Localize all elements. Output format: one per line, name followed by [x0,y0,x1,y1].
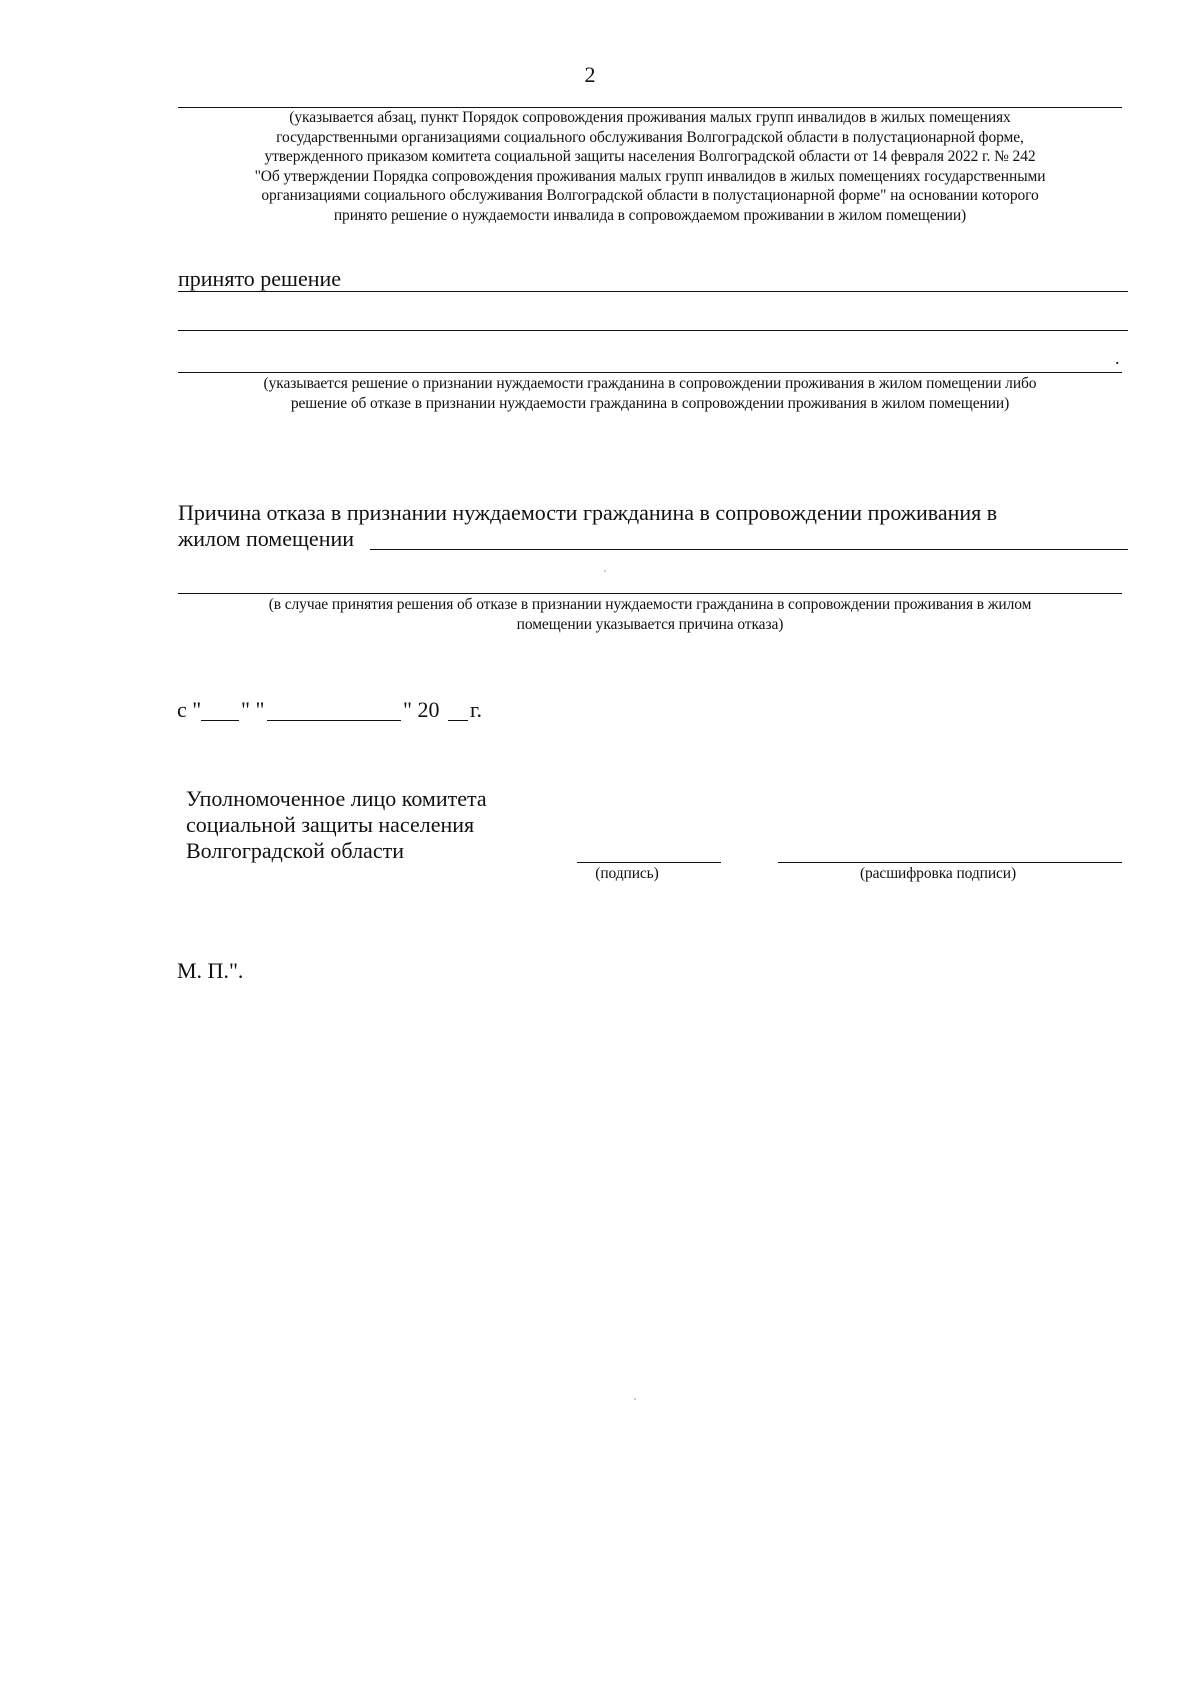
date-month-blank[interactable] [267,720,401,721]
refusal-note-line: (в случае принятия решения об отказе в признании нуждаемости гражданина в сопровождении проживания в жилом [268,596,1032,613]
refusal-note [170,595,1130,634]
refusal-reason-line-2: жилом помещении [178,526,355,551]
scan-speck [604,570,606,572]
date-prefix: с " [177,697,202,722]
date-suffix: " 20 [403,697,440,722]
decision-field-line-1[interactable] [178,291,1128,292]
refusal-reason-heading [178,500,1138,552]
refusal-field-line-1[interactable] [370,549,1128,550]
scan-speck [634,1398,636,1400]
signatory-line: Уполномоченное лицо комитета [186,786,487,811]
decision-field-line-3[interactable] [178,372,1122,373]
signatory-title [186,786,606,864]
decision-note-line: решение об отказе в признании нуждаемости гражданина в сопровождении проживания в жилом помещении) [290,394,1010,412]
signature-field[interactable] [577,862,721,863]
date-year-blank[interactable] [448,720,468,721]
refusal-note-line: помещении указывается причина отказа) [516,615,784,633]
decision-trailing-mark: . [1115,348,1120,368]
refusal-reason-line-1: Причина отказа в признании нуждаемости гражданина в сопровождении проживания в [178,500,998,525]
date-end: г. [470,697,483,722]
header-note-line: утвержденного приказом комитета социальной защиты населения Волгоградской области от 14 февраля 2022 г. № 242 [264,148,1036,165]
signature-caption: (подпись) [595,865,659,882]
decision-label: принято решение [178,266,342,291]
header-note-line: (указывается абзац, пункт Порядок сопровождения проживания малых групп инвалидов в жилых помещениях [289,109,1011,126]
signatory-line: социальной защиты населения [186,812,475,837]
header-note-line: государственными организациями социального обслуживания Волгоградской области в полустационарной форме, [276,128,1024,146]
refusal-field-line-2[interactable] [178,593,1122,594]
signature-decoding-field[interactable] [778,862,1122,863]
date-day-blank[interactable] [201,720,239,721]
decision-field-line-2[interactable] [178,330,1128,331]
header-note-line: организациями социального обслуживания Волгоградской области в полустационарной форме" на основании которого [261,187,1039,204]
header-note-line: принято решение о нуждаемости инвалида в сопровождаемом проживании в жилом помещении) [333,206,967,224]
page-number: 2 [584,62,596,87]
signature-decoding-caption: (расшифровка подписи) [859,865,1017,882]
decision-note [170,374,1130,413]
header-note [150,108,1150,225]
date-line [177,697,577,727]
signatory-line: Волгоградской области [186,838,404,863]
header-note-line: "Об утверждении Порядка сопровождения проживания малых групп инвалидов в жилых помещениях государственными [254,167,1046,185]
stamp-place: М. П.". [177,958,244,983]
date-mid: " " [241,697,265,722]
decision-note-line: (указывается решение о признании нуждаемости гражданина в сопровождении проживания в жилом помещении либо [263,375,1037,392]
